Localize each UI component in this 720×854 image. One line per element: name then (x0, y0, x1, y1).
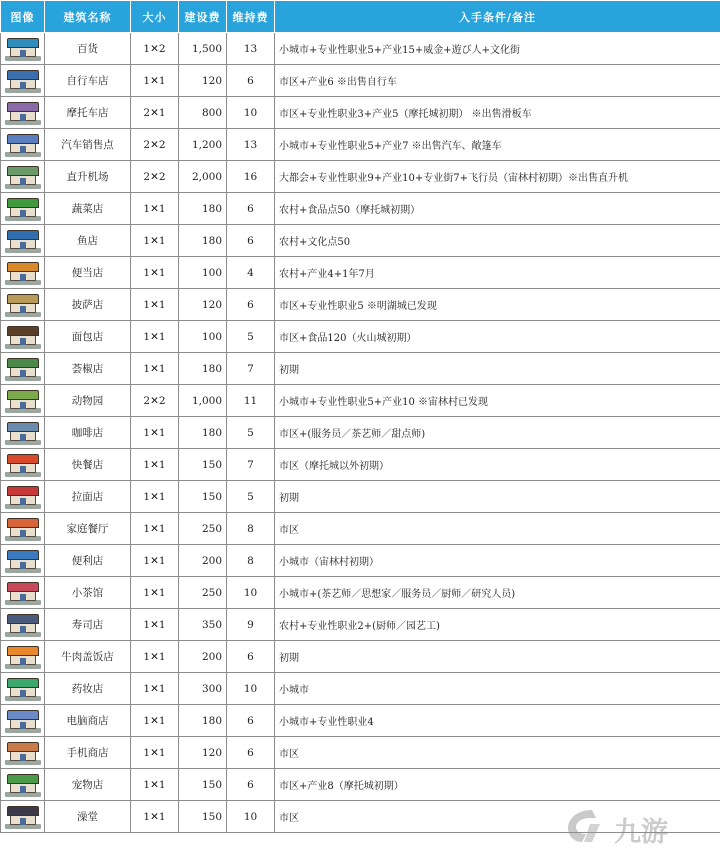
building-icon (4, 772, 42, 798)
building-name: 快餐店 (45, 449, 131, 481)
building-icon (4, 804, 42, 830)
building-name: 百货 (45, 33, 131, 65)
table-row (1, 609, 720, 641)
building-cost: 180 (179, 705, 227, 737)
building-cost: 180 (179, 417, 227, 449)
building-note: 市区+专业性职业3+产业5（摩托城初期） ※出售滑板车 (275, 97, 720, 129)
building-size: 1✕1 (131, 257, 179, 289)
building-icon (4, 740, 42, 766)
building-note: 市区 (275, 513, 720, 545)
building-name: 面包店 (45, 321, 131, 353)
building-name: 蔬菜店 (45, 193, 131, 225)
table-row (1, 449, 720, 481)
building-image-cell (1, 257, 45, 289)
building-name: 便当店 (45, 257, 131, 289)
building-image-cell (1, 545, 45, 577)
building-upkeep: 10 (227, 673, 275, 705)
building-image-cell (1, 449, 45, 481)
building-note: 市区+食品120（火山城初期） (275, 321, 720, 353)
building-note: 初期 (275, 481, 720, 513)
table-row (1, 193, 720, 225)
building-icon (4, 164, 42, 190)
table-row (1, 673, 720, 705)
building-size: 1✕1 (131, 321, 179, 353)
building-name: 寿司店 (45, 609, 131, 641)
building-upkeep: 6 (227, 193, 275, 225)
building-cost: 800 (179, 97, 227, 129)
table-row (1, 513, 720, 545)
building-upkeep: 4 (227, 257, 275, 289)
building-size: 1✕1 (131, 577, 179, 609)
building-cost: 300 (179, 673, 227, 705)
building-note: 市区（摩托城以外初期） (275, 449, 720, 481)
building-note: 市区+(服务员／茶艺师／甜点师) (275, 417, 720, 449)
building-size: 1✕1 (131, 481, 179, 513)
building-icon (4, 68, 42, 94)
building-icon (4, 324, 42, 350)
building-upkeep: 10 (227, 801, 275, 833)
building-cost: 2,000 (179, 161, 227, 193)
building-note: 市区+产业6 ※出售自行车 (275, 65, 720, 97)
table-row (1, 481, 720, 513)
building-upkeep: 6 (227, 641, 275, 673)
building-image-cell (1, 129, 45, 161)
building-note: 市区+产业8（摩托城初期） (275, 769, 720, 801)
building-upkeep: 9 (227, 609, 275, 641)
building-upkeep: 7 (227, 449, 275, 481)
building-name: 拉面店 (45, 481, 131, 513)
building-icon (4, 260, 42, 286)
table-row (1, 33, 720, 65)
watermark-text: 九游 (614, 817, 668, 848)
building-note: 小城市+专业性职业5+产业10 ※宙林村已发现 (275, 385, 720, 417)
table-row (1, 161, 720, 193)
building-note: 小城市（宙林村初期） (275, 545, 720, 577)
building-cost: 250 (179, 513, 227, 545)
building-cost: 120 (179, 289, 227, 321)
building-note: 大都会+专业性职业9+产业10+专业街7+飞行员（宙林村初期）※出售直升机 (275, 161, 720, 193)
building-icon (4, 292, 42, 318)
building-note: 农村+食品点50（摩托城初期） (275, 193, 720, 225)
building-name: 澡堂 (45, 801, 131, 833)
table-row (1, 769, 720, 801)
building-image-cell (1, 161, 45, 193)
building-cost: 150 (179, 769, 227, 801)
building-upkeep: 11 (227, 385, 275, 417)
building-upkeep: 16 (227, 161, 275, 193)
building-icon (4, 132, 42, 158)
building-name: 披萨店 (45, 289, 131, 321)
watermark (562, 806, 712, 846)
building-icon (4, 612, 42, 638)
table-row (1, 129, 720, 161)
building-cost: 200 (179, 545, 227, 577)
building-note: 小城市+(茶艺师／思想家／服务员／厨师／研究人员) (275, 577, 720, 609)
table-body (1, 33, 720, 833)
building-size: 1✕1 (131, 641, 179, 673)
building-name: 直升机场 (45, 161, 131, 193)
building-size: 1✕2 (131, 33, 179, 65)
building-icon (4, 516, 42, 542)
table-row (1, 641, 720, 673)
building-name: 牛肉盖饭店 (45, 641, 131, 673)
building-image-cell (1, 193, 45, 225)
building-image-cell (1, 769, 45, 801)
building-image-cell (1, 801, 45, 833)
building-size: 1✕1 (131, 225, 179, 257)
building-name: 动物园 (45, 385, 131, 417)
building-note: 市区 (275, 737, 720, 769)
building-size: 1✕1 (131, 417, 179, 449)
building-upkeep: 10 (227, 97, 275, 129)
building-size: 1✕1 (131, 65, 179, 97)
table-row (1, 65, 720, 97)
building-image-cell (1, 417, 45, 449)
building-name: 宠物店 (45, 769, 131, 801)
building-note: 农村+产业4+1年7月 (275, 257, 720, 289)
building-upkeep: 13 (227, 129, 275, 161)
building-note: 小城市 (275, 673, 720, 705)
building-upkeep: 6 (227, 225, 275, 257)
header-size: 大小 (131, 1, 179, 33)
header-cost: 建设费 (179, 1, 227, 33)
building-size: 1✕1 (131, 673, 179, 705)
building-image-cell (1, 97, 45, 129)
building-image-cell (1, 609, 45, 641)
building-size: 1✕1 (131, 769, 179, 801)
building-upkeep: 5 (227, 321, 275, 353)
building-image-cell (1, 321, 45, 353)
building-cost: 150 (179, 801, 227, 833)
building-cost: 180 (179, 193, 227, 225)
building-size: 2✕2 (131, 161, 179, 193)
building-note: 农村+专业性职业2+(厨师／园艺工) (275, 609, 720, 641)
building-size: 1✕1 (131, 801, 179, 833)
building-upkeep: 6 (227, 769, 275, 801)
building-upkeep: 6 (227, 289, 275, 321)
building-cost: 120 (179, 65, 227, 97)
building-upkeep: 10 (227, 577, 275, 609)
building-icon (4, 676, 42, 702)
table-row (1, 257, 720, 289)
building-image-cell (1, 65, 45, 97)
building-upkeep: 6 (227, 65, 275, 97)
building-size: 1✕1 (131, 737, 179, 769)
table-row (1, 577, 720, 609)
building-size: 1✕1 (131, 545, 179, 577)
table-row (1, 737, 720, 769)
building-note: 初期 (275, 353, 720, 385)
building-cost: 1,500 (179, 33, 227, 65)
building-cost: 150 (179, 481, 227, 513)
building-image-cell (1, 353, 45, 385)
building-name: 家庭餐厅 (45, 513, 131, 545)
building-upkeep: 5 (227, 481, 275, 513)
building-image-cell (1, 641, 45, 673)
building-upkeep: 6 (227, 705, 275, 737)
building-note: 市区+专业性职业5 ※明湖城已发现 (275, 289, 720, 321)
building-upkeep: 5 (227, 417, 275, 449)
building-image-cell (1, 33, 45, 65)
building-image-cell (1, 385, 45, 417)
building-size: 2✕2 (131, 385, 179, 417)
building-cost: 180 (179, 225, 227, 257)
building-cost: 120 (179, 737, 227, 769)
building-note: 市区 (275, 801, 720, 833)
watermark-logo-icon (562, 806, 610, 846)
building-size: 1✕1 (131, 193, 179, 225)
building-icon (4, 196, 42, 222)
building-name: 手机商店 (45, 737, 131, 769)
table-row (1, 225, 720, 257)
building-name: 汽车销售点 (45, 129, 131, 161)
building-size: 2✕2 (131, 129, 179, 161)
header-row (1, 1, 720, 33)
building-note: 小城市+专业性职业5+产业15+威金+遊び人+文化街 (275, 33, 720, 65)
building-cost: 250 (179, 577, 227, 609)
building-name: 荟椒店 (45, 353, 131, 385)
table-row (1, 289, 720, 321)
building-cost: 100 (179, 321, 227, 353)
building-icon (4, 356, 42, 382)
building-icon (4, 100, 42, 126)
building-upkeep: 8 (227, 545, 275, 577)
building-cost: 350 (179, 609, 227, 641)
building-icon (4, 644, 42, 670)
building-icon (4, 228, 42, 254)
building-name: 药妆店 (45, 673, 131, 705)
building-cost: 180 (179, 353, 227, 385)
table-row (1, 97, 720, 129)
building-name: 便利店 (45, 545, 131, 577)
building-size: 2✕1 (131, 97, 179, 129)
building-size: 1✕1 (131, 609, 179, 641)
building-cost: 100 (179, 257, 227, 289)
table-row (1, 353, 720, 385)
building-size: 1✕1 (131, 449, 179, 481)
building-cost: 200 (179, 641, 227, 673)
building-icon (4, 420, 42, 446)
building-name: 自行车店 (45, 65, 131, 97)
header-upkeep: 维持费 (227, 1, 275, 33)
building-cost: 1,000 (179, 385, 227, 417)
building-image-cell (1, 481, 45, 513)
building-icon (4, 580, 42, 606)
building-size: 1✕1 (131, 705, 179, 737)
header-name: 建筑名称 (45, 1, 131, 33)
building-image-cell (1, 577, 45, 609)
table-row (1, 417, 720, 449)
building-upkeep: 7 (227, 353, 275, 385)
building-image-cell (1, 705, 45, 737)
building-image-cell (1, 737, 45, 769)
building-icon (4, 36, 42, 62)
table-row (1, 705, 720, 737)
building-size: 1✕1 (131, 513, 179, 545)
building-size: 1✕1 (131, 289, 179, 321)
building-upkeep: 6 (227, 737, 275, 769)
building-cost: 1,200 (179, 129, 227, 161)
building-image-cell (1, 289, 45, 321)
building-note: 初期 (275, 641, 720, 673)
building-image-cell (1, 673, 45, 705)
header-image: 图像 (1, 1, 45, 33)
building-name: 小茶馆 (45, 577, 131, 609)
building-note: 农村+文化点50 (275, 225, 720, 257)
table-row (1, 385, 720, 417)
table-row (1, 545, 720, 577)
building-upkeep: 8 (227, 513, 275, 545)
building-icon (4, 484, 42, 510)
building-image-cell (1, 225, 45, 257)
table-row (1, 321, 720, 353)
building-note: 小城市+专业性职业5+产业7 ※出售汽车、敞篷车 (275, 129, 720, 161)
building-name: 咖啡店 (45, 417, 131, 449)
building-image-cell (1, 513, 45, 545)
building-icon (4, 548, 42, 574)
building-icon (4, 708, 42, 734)
building-note: 小城市+专业性职业4 (275, 705, 720, 737)
building-size: 1✕1 (131, 353, 179, 385)
building-icon (4, 388, 42, 414)
building-icon (4, 452, 42, 478)
header-notes: 入手条件/备注 (275, 1, 720, 33)
building-name: 电脑商店 (45, 705, 131, 737)
building-cost: 150 (179, 449, 227, 481)
building-upkeep: 13 (227, 33, 275, 65)
building-name: 鱼店 (45, 225, 131, 257)
building-name: 摩托车店 (45, 97, 131, 129)
